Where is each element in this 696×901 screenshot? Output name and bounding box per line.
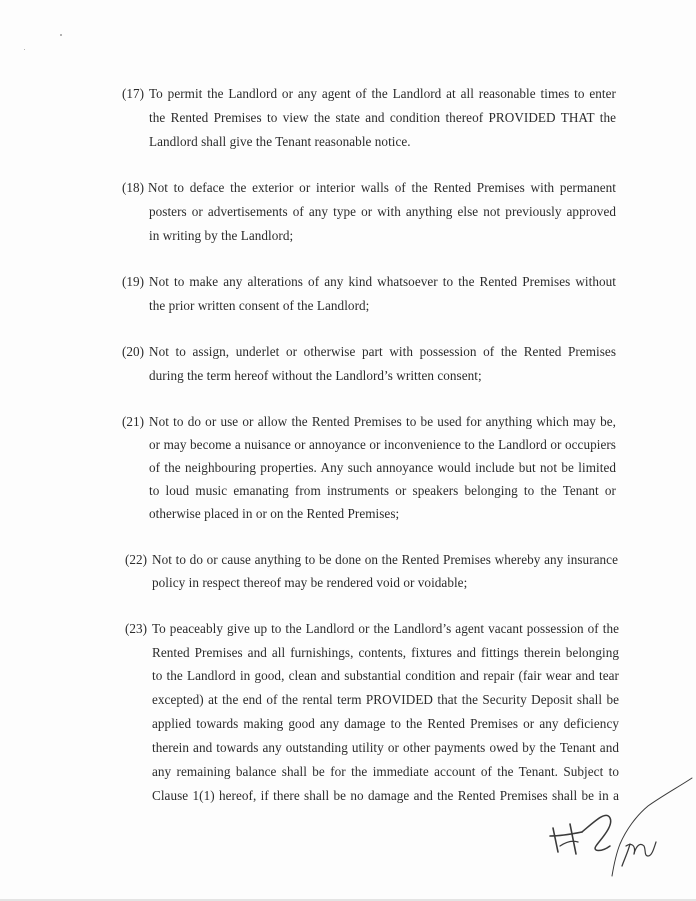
clause-line: Rented Premises and all furnishings, contents, fixtures and fittings therein belonging: [152, 645, 619, 660]
clause-number: (23): [125, 621, 147, 636]
clause-number: (17): [122, 86, 144, 101]
clause-number: (18): [122, 180, 144, 195]
clause-line: of the neighbouring properties. Any such annoyance would include but not be limited: [149, 460, 616, 475]
clause-line: the prior written consent of the Landlord;: [149, 298, 370, 313]
clause-line: during the term hereof without the Landlord’s written consent;: [149, 368, 482, 383]
clause-line: the Rented Premises to view the state and condition thereof PROVIDED THAT the: [149, 110, 616, 125]
clause-line: any remaining balance shall be for the immediate account of the Tenant. Subject to: [152, 764, 619, 779]
clause-line: excepted) at the end of the rental term PROVIDED that the Security Deposit shall be: [152, 692, 619, 707]
clause-line: Landlord shall give the Tenant reasonable notice.: [149, 134, 411, 149]
clause-line: in writing by the Landlord;: [149, 228, 294, 243]
clause-line: applied towards making good any damage to the Rented Premises or any deficiency: [152, 716, 619, 731]
clause-line: policy in respect thereof may be rendered void or voidable;: [152, 575, 468, 590]
scan-speck: [24, 49, 25, 50]
clause-number: (21): [122, 414, 144, 429]
clause-line: Not to deface the exterior or interior walls of the Rented Premises with permanent: [148, 180, 616, 195]
clause-line: Not to assign, underlet or otherwise part with possession of the Rented Premises: [149, 344, 616, 359]
clause-number: (20): [122, 344, 144, 359]
clause-number: (19): [122, 274, 144, 289]
clause-line: therein and towards any outstanding utility or other payments owed by the Tenant and: [152, 740, 619, 755]
clause-line: Not to make any alterations of any kind whatsoever to the Rented Premises without: [149, 274, 616, 289]
clause-line: To permit the Landlord or any agent of the Landlord at all reasonable times to enter: [149, 86, 616, 101]
clause-line: posters or advertisements of any type or with anything else not previously approved: [149, 204, 616, 219]
clause-line: to the Landlord in good, clean and substantial condition and repair (fair wear and tear: [152, 668, 619, 683]
clause-line: or may become a nuisance or annoyance or inconvenience to the Landlord or occupiers: [149, 437, 616, 452]
clause-line: otherwise placed in or on the Rented Premises;: [149, 506, 400, 521]
handwritten-signature: [540, 772, 696, 882]
clause-number: (22): [125, 552, 147, 567]
clause-line: to loud music emanating from instruments or speakers belonging to the Tenant or: [149, 483, 616, 498]
clause-line: Clause 1(1) hereof, if there shall be no damage and the Rented Premises shall be in a: [152, 788, 619, 803]
clause-line: Not to do or cause anything to be done on the Rented Premises whereby any insurance: [152, 552, 618, 567]
clause-line: Not to do or use or allow the Rented Premises to be used for anything which may be,: [149, 414, 616, 429]
clause-line: To peaceably give up to the Landlord or the Landlord’s agent vacant possession of the: [152, 621, 619, 636]
scan-speck: [60, 34, 62, 36]
